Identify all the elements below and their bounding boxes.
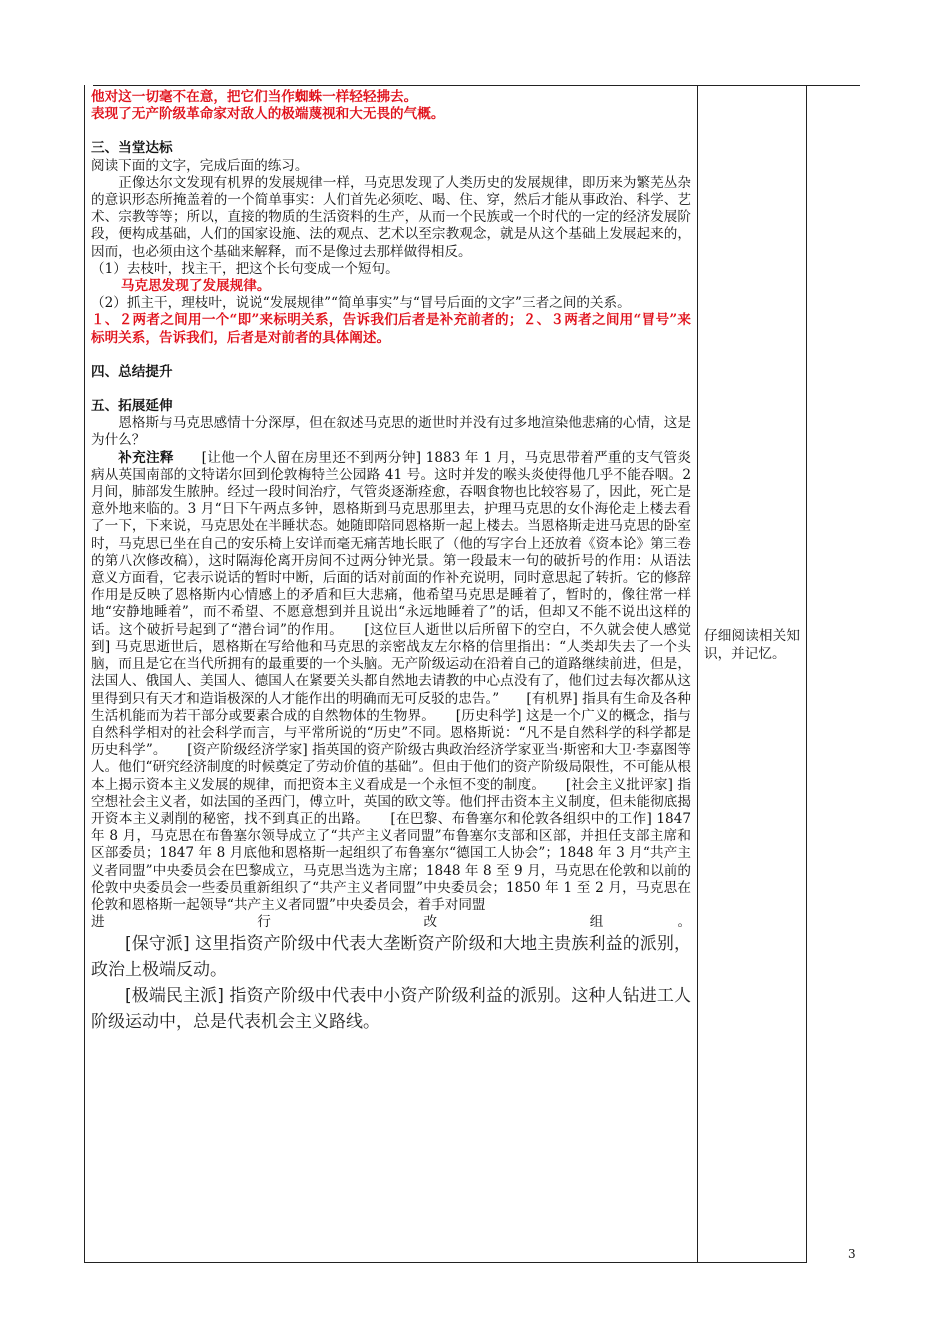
section3-heading: 三、当堂达标 [91, 140, 173, 157]
main-content [91, 89, 691, 1035]
radical-note: [极端民主派] 指资产阶级中代表中小资产阶级利益的派别。这种人钻进工人阶级运动中，总是代表机会主义路线。 [91, 986, 691, 1033]
section4-heading: 四、总结提升 [91, 363, 173, 380]
section5-heading: 五、拓展延伸 [91, 398, 173, 415]
note-tail: 进 行 改 组。 [91, 914, 692, 931]
answer-line-2: 表现了无产阶级革命家对敌人的极端蔑视和大无畏的气概。 [91, 106, 445, 123]
section3-intro: 阅读下面的文字，完成后面的练习。 [91, 157, 309, 174]
note-body: [让他一个人留在房里还不到两分钟] 1883 年 1 月，马克思带着严重的支气管炎病从英国南部的文特诺尔回到伦敦梅特兰公园路 41 号。这时并发的喉头炎使得他几乎不能吞咽。2 月间，肺部发生脓肿。经过一段时间治疗，气管炎逐渐痊愈，吞咽食物也比较容易了，因此，死亡是意外地来临的。3 月“日下午两点多钟，恩格斯到马克思那里去，护理马克思的女仆海伦走上楼去看了一下，下来说，马克思处在半睡状态。她随即陪同恩格斯一起上楼去。当恩格斯走进马克思的卧室时，马克思已坐在自己的安乐椅上安详而毫无痛苦地长眠了（他的写字台上还放着《资本论》第三卷的第八次修改稿），这时隔海伦离开房间不过两分钟光景。第一段最末一句的破折号的作用：从语法意义方面看，它表示说话的暂时中断，后面的话对前面的作补充说明，同时意思起了转折。它的修辞作用是反映了恩格斯内心情感上的矛盾和巨大悲痛，他希望马克思是睡着了，暂时的，像往常一样地“安静地睡着”，而不希望、不愿意想到并且说出“永远地睡着了”的话，但却又不能不说出这样的话。这个破折号起到了“潜台词”的作用。 [这位巨人逝世以后所留下的空白，不久就会使人感觉到] 马克思逝世后，恩格斯在写给他和马克思的亲密战友左尔格的信里指出：“人类却失去了一个头脑，而且是它在当代所拥有的最重要的一个头脑。无产阶级运动在沿着自己的道路继续前进，但是，法国人、俄国人、美国人、德国人在紧要关头都自然地去请教的中心点没有了，他们过去每次都从这里得到只有天才和造诣极深的人才能作出的明确而无可反驳的忠告。” [有机界] 指具有生命及各种生活机能而为若干部分或要素合成的自然物体的生物界。 [历史科学] 这是一个广义的概念，指与自然科学相对的社会科学而言，与平常所说的“历史”不同。恩格斯说：“凡不是自然科学的科学都是历史科学”。 [资产阶级经济学家] 指英国的资产阶级古典政治经济学家亚当·斯密和大卫·李嘉图等人。他们“研究经济制度的时候奠定了劳动价值的基础”。但由于他们的资产阶级局限性，不可能从根本上揭示资本主义发展的规律，而把资本主义看成是一个永恒不变的制度。 [社会主义批评家] 指空想社会主义者，如法国的圣西门，傅立叶，英国的欧文等。他们抨击资本主义制度，但未能彻底揭开资本主义剥削的秘密，找不到真正的出路。 [在巴黎、布鲁塞尔和伦敦各组织中的工作] 1847 年 8 月，马克思在布鲁塞尔领导成立了“共产主义者同盟”布鲁塞尔支部和区部，并担任支部主席和区部委员；1847 年 8 月底他和恩格斯一起组织了布鲁塞尔“德国工人协会”；1848 年 3 月“共产主义者同盟”中央委员会在巴黎成立，马克思当选为主席；1848 年 8 至 9 月，马克思在伦敦和以前的伦敦中央委员会一些委员重新组织了“共产主义者同盟”中央委员会；1850 年 1 至 2 月，马克思在伦敦和恩格斯一起领导“共产主义者同盟”中央委员会，着手对同盟 [91, 449, 692, 913]
conservative-note: [保守派] 这里指资产阶级中代表大垄断资产阶级和大地主贵族利益的派别，政治上极端反动。 [91, 934, 691, 981]
answer-2: １、２两者之间用一个“即”来标明关系，告诉我们后者是补充前者的；２、３两者之间用“冒号”来标明关系，告诉我们，后者是对前者的具体阐述。 [91, 312, 691, 346]
side-note: 仔细阅读相关知识，并记忆。 [704, 628, 800, 662]
supplementary-notes [91, 450, 691, 914]
question-2: （2）抓主干，理枝叶，说说“发展规律”“简单事实”与“冒号后面的文字”三者之间的关系。 [91, 295, 631, 312]
note-label: 补充注释 [118, 449, 174, 466]
section5-question: 恩格斯与马克思感情十分深厚，但在叙述马克思的逝世时并没有过多地渲染他悲痛的心情，这是为什么？ [91, 415, 691, 449]
side-cell [697, 85, 807, 1263]
answer-line-1: 他对这一切毫不在意，把它们当作蜘蛛一样轻轻拂去。 [91, 89, 418, 105]
section3-passage: 正像达尔文发现有机界的发展规律一样，马克思发现了人类历史的发展规律，即历来为繁芜丛杂的意识形态所掩盖着的一个简单事实：人们首先必须吃、喝、住、穿，然后才能从事政治、科学、艺术、宗教等等；所以，直接的物质的生活资料的生产，从而一个民族或一个时代的一定的经济发展阶段，便构成基础，人们的国家设施、法的观点、艺术以至宗教观念，就是从这个基础上发展起来的，因而，也必须由这个基础来解释，而不是像过去那样做得相反。 [91, 174, 691, 260]
answer-1: 马克思发现了发展规律。 [120, 278, 271, 295]
page-number: 3 [848, 1247, 856, 1261]
question-1: （1）去枝叶，找主干，把这个长句变成一个短句。 [91, 260, 399, 277]
